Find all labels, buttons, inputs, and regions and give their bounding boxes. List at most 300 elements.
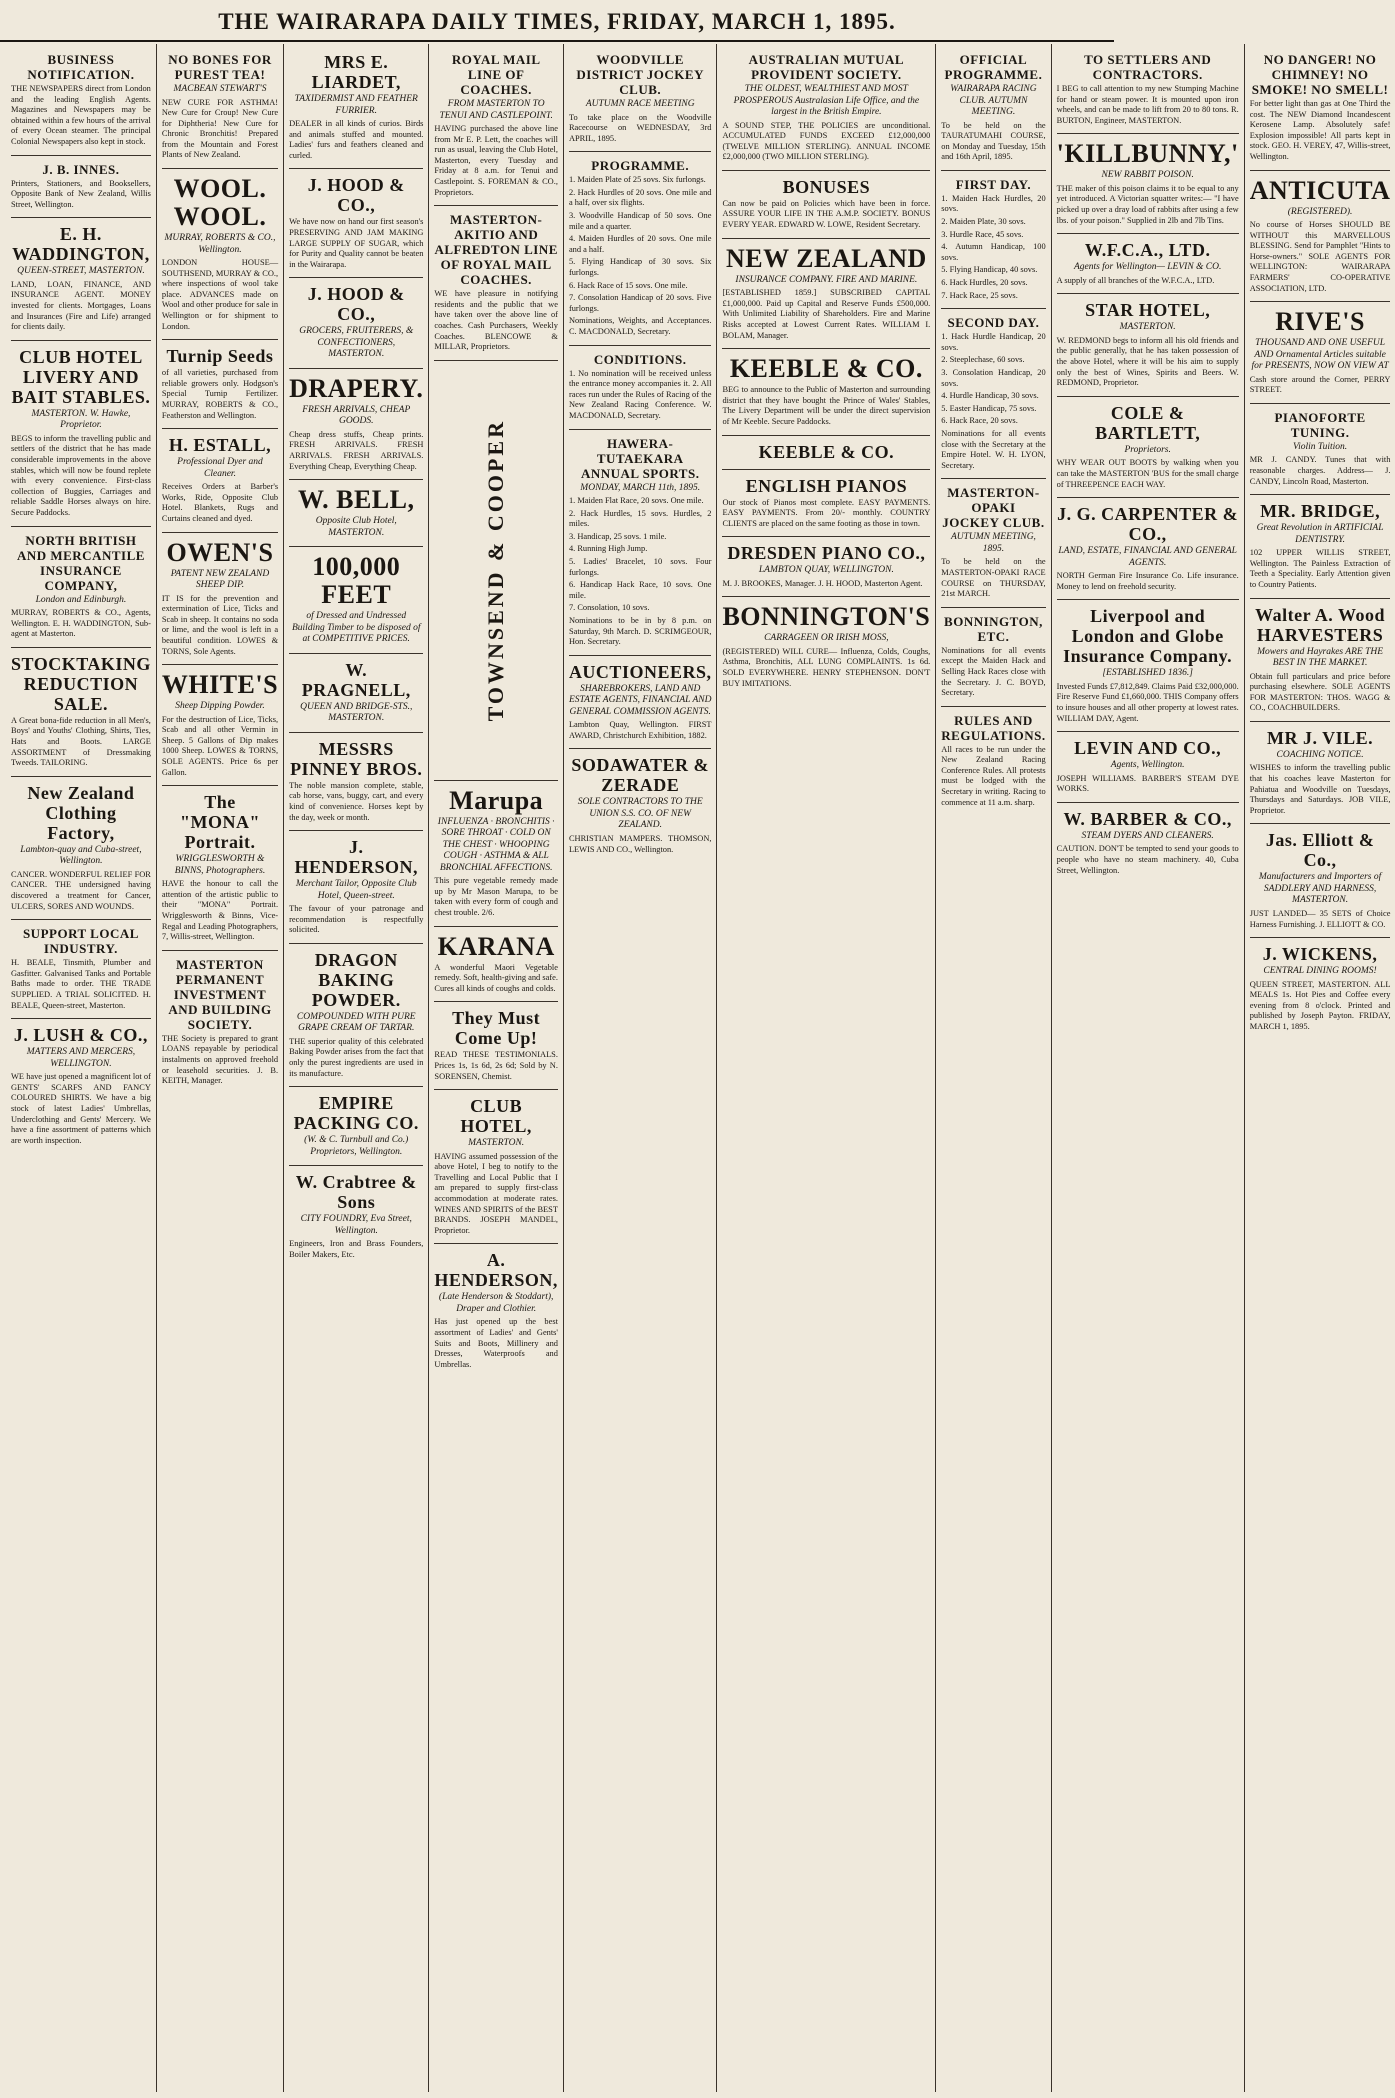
ad-heading: The "MONA" Portrait.	[179, 792, 260, 853]
ad-heading: J. B. INNES.	[42, 161, 120, 177]
advertisement	[1057, 134, 1239, 234]
programme-item: 7. Consolation, 10 sovs.	[568, 603, 650, 613]
ad-heading: EMPIRE PACKING CO.	[293, 1093, 419, 1134]
ad-body-text: Obtain full particulars and price before purchasing elsewhere. SOLE AGENTS FOR MASTERTON: THOS. WAGG & CO., COACHBUILDERS.	[1249, 671, 1391, 713]
ad-heading: W. PRAGNELL,	[301, 659, 411, 700]
ad-heading: New Zealand Clothing Factory,	[27, 782, 135, 843]
ad-heading: MR. BRIDGE,	[1260, 501, 1381, 522]
ad-heading: NO BONES FOR PUREST TEA!	[168, 52, 272, 82]
ad-programme-list	[941, 194, 1045, 301]
ad-heading: KARANA	[437, 931, 555, 961]
ad-body-text: THE superior quality of this celebrated Baking Powder arises from the fact that only the purest ingredients are used in its manufacture.	[289, 1036, 424, 1078]
ad-body-text: 1. No nomination will be received unless the entrance money accompanies it. 2. All races run under the Rules of Racing of the New Zealand Racing Conference. W. MACDONALD, Secretary.	[568, 368, 712, 420]
ad-body-text: WE have just opened a magnificent lot of GENTS' SCARFS AND FANCY COLOURED SHIRTS. We have a big stock of latest Ladies' Umbrellas, Underclothing and Gents' Mercery. We have a fine assortment of patterns which are worth inspection.	[11, 1072, 151, 1145]
ad-subheading: [ESTABLISHED 1836.]	[1102, 668, 1193, 679]
advertisement	[11, 777, 151, 920]
ad-subheading: CARRAGEEN OR IRISH MOSS,	[764, 633, 889, 644]
ad-programme-list	[569, 175, 712, 314]
ad-heading: DRAGON BAKING POWDER.	[311, 949, 401, 1010]
ad-heading: Walter A. Wood HARVESTERS	[1255, 604, 1385, 645]
ad-subheading: LAND, ESTATE, FINANCIAL AND GENERAL AGENTS.	[1058, 546, 1237, 568]
ad-body-text: HAVING purchased the above line from Mr E. P. Lett, the coaches will run as usual, leaving the Club Hotel, Masterton, every Tuesday and Friday at 8 a.m. for Tenui and Castlepoint. S. FOREMAN & CO., Proprietors.	[434, 124, 558, 197]
ad-subheading: Sheep Dipping Powder.	[175, 701, 265, 712]
ad-heading: MASTERTON PERMANENT INVESTMENT AND BUILDING SOCIETY.	[168, 956, 272, 1032]
advertisement	[722, 597, 930, 696]
programme-item: 1. Hack Hurdle Handicap, 20 sovs.	[941, 332, 1046, 352]
programme-item: 3. Handicap, 25 sovs. 1 mile.	[568, 531, 667, 541]
ad-subheading: Lambton-quay and Cuba-street, Wellington.	[20, 844, 142, 867]
ad-heading: ENGLISH PIANOS	[745, 475, 908, 496]
advertisement	[289, 547, 423, 654]
ad-subheading: Professional Dyer and Cleaner.	[177, 457, 263, 479]
ad-programme-list	[941, 332, 1045, 427]
ad-subheading: COACHING NOTICE.	[1276, 749, 1364, 760]
ad-subheading: MONDAY, MARCH 11th, 1895.	[580, 482, 701, 493]
advertisement	[162, 169, 278, 340]
ad-subheading: London and Edinburgh.	[35, 594, 127, 605]
ad-heading: J. G. CARPENTER & CO.,	[1057, 504, 1239, 545]
advertisement	[289, 169, 423, 278]
ad-heading: MASTERTON-OPAKI JOCKEY CLUB.	[942, 485, 1045, 531]
advertisement	[289, 944, 423, 1087]
advertisement	[289, 46, 423, 169]
ad-heading: WOODVILLE DISTRICT JOCKEY CLUB.	[576, 52, 704, 97]
ad-body-text: MR J. CANDY. Tunes that with reasonable charges. Address— J. CANDY, Lincoln Road, Masterton.	[1249, 455, 1391, 486]
ad-subheading: Mowers and Hayrakes ARE THE BEST IN THE MARKET.	[1257, 646, 1384, 669]
ad-subheading: CENTRAL DINING ROOMS!	[1263, 966, 1377, 977]
ad-heading: J. WICKENS,	[1262, 944, 1378, 965]
newspaper-column	[564, 44, 718, 2092]
programme-item: 2. Steeplechase, 60 sovs.	[941, 355, 1025, 365]
ad-body-text: DEALER in all kinds of curios. Birds and animals stuffed and mounted. Ladies' furs and feathers cleaned and curled.	[289, 119, 424, 160]
ad-subheading: SHAREBROKERS, LAND AND ESTATE AGENTS, FINANCIAL AND GENERAL COMMISSION AGENTS.	[568, 683, 712, 717]
newspaper-column	[1052, 44, 1245, 2092]
ad-body-text: LAND, LOAN, FINANCE, AND INSURANCE AGENT. MONEY invested for clients. Mortgages, Loans and Insurances (Fire and Life) arranged for clients daily.	[11, 279, 151, 332]
advertisement	[289, 733, 423, 831]
ad-heading: MRS E. LIARDET,	[311, 52, 401, 92]
ad-heading: SODAWATER & ZERADE	[571, 755, 710, 796]
ad-heading: BUSINESS NOTIFICATION.	[27, 52, 135, 82]
programme-item: 3. Hurdle Race, 45 sovs.	[941, 229, 1024, 239]
newspaper-column	[717, 44, 936, 2092]
ad-subheading: FRESH ARRIVALS, CHEAP GOODS.	[302, 404, 411, 427]
ad-heading: NORTH BRITISH AND MERCANTILE INSURANCE COMPANY,	[16, 532, 145, 593]
newspaper-column	[429, 44, 564, 2092]
ad-heading: TO SETTLERS AND CONTRACTORS.	[1084, 52, 1212, 82]
ad-body-text: The favour of your patronage and recommendation is respectfully solicited.	[289, 904, 424, 935]
ad-body-text: 102 UPPER WILLIS STREET, Wellington. The Painless Extraction of Teeth a Speciality. Early Attention given to Country Patients.	[1249, 548, 1391, 589]
programme-item: 5. Flying Handicap, 40 sovs.	[941, 265, 1038, 275]
advertisement	[434, 927, 558, 1003]
ad-heading: MR J. VILE.	[1266, 727, 1374, 748]
ad-body-text: CANCER. WONDERFUL RELIEF FOR CANCER. THE undersigned having discovered a treatment for Cancer, ULCERS, SORES AND WOUNDS.	[11, 869, 151, 911]
advertisement	[11, 920, 151, 1019]
advertisement	[1250, 599, 1391, 722]
ad-body-text: H. BEALE, Tinsmith, Plumber and Gasfitter. Galvanised Tanks and Portable Baths made to order. THE TRADE SUPPLIED. A TRIAL SOLICITED. H. BEALE, Queen-street, Masterton.	[11, 958, 151, 1010]
advertisement	[1250, 46, 1391, 171]
ad-body-text: Nominations, Weights, and Acceptances. C. MACDONALD, Secretary.	[568, 316, 712, 336]
programme-item: 3. Consolation Handicap, 20 sovs.	[941, 368, 1046, 388]
ad-heading: J. HOOD & CO.,	[307, 284, 405, 325]
ad-body-text: NORTH German Fire Insurance Co. Life insurance. Money to lend on freehold security.	[1056, 571, 1239, 591]
ad-heading: E. H. WADDINGTON,	[12, 224, 150, 265]
ad-subheading: Violin Tuition.	[1292, 441, 1348, 452]
ad-heading: WOOL. WOOL.	[173, 174, 267, 232]
ad-body-text: Invested Funds £7,812,849. Claims Paid £32,000,000. Fire Reserve Fund £1,660,000. THIS Company offers to insure houses and all other property at lowest rates. WILLIAM DAY, Agent.	[1056, 681, 1239, 723]
advertisement	[722, 171, 930, 239]
ad-heading: AUSTRALIAN MUTUAL PROVIDENT SOCIETY.	[748, 52, 905, 82]
ad-subheading: NEW RABBIT POISON.	[1101, 170, 1194, 181]
ad-heading: J. LUSH & CO.,	[13, 1025, 148, 1046]
ad-heading: SECOND DAY.	[947, 315, 1040, 331]
vertical-advert-title: TOWNSEND & COOPER	[482, 418, 508, 721]
ad-subheading: MACBEAN STEWART'S	[173, 84, 267, 94]
ad-body-text: For better light than gas at One Third the cost. The NEW Diamond Incandescent Kerosene Lamp. Absolutely safe! Explosion impossible! All parts kept in stock. GEO. H. VEREY, 47, Willis-street, Wellington.	[1249, 99, 1391, 161]
ad-body-text: Cash store around the Corner, PERRY STREET.	[1249, 374, 1391, 395]
advertisement	[1057, 732, 1239, 803]
ad-body-text: CAUTION. DON'T be tempted to send your goods to people who have no steam machinery. 40, Cuba Street, Wellington.	[1056, 844, 1239, 875]
ad-body-text: WHY WEAR OUT BOOTS by walking when you can take the MASTERTON 'BUS for the small charge of THREEPENCE EACH WAY.	[1056, 458, 1239, 489]
ad-heading: COLE & BARTLETT,	[1095, 402, 1201, 443]
ad-heading: ANTICUTA	[1249, 175, 1391, 205]
ad-subheading: WRIGGLESWORTH & BINNS, Photographers.	[174, 854, 266, 876]
advertisement	[162, 340, 278, 429]
ad-subheading: (Late Henderson & Stoddart), Draper and Clothier.	[438, 1292, 554, 1314]
ad-body-text: To be held on the TAURATUMAHI COURSE, on Monday and Tuesday, 15th and 16th April, 1895.	[941, 120, 1046, 162]
ad-heading: PROGRAMME.	[591, 158, 690, 174]
ad-heading: KEEBLE & CO.	[729, 354, 923, 384]
advertisement	[1057, 46, 1239, 134]
advertisement	[434, 46, 558, 206]
ad-body-text: All races to be run under the New Zealand Racing Conference Rules. All protests must be lodged with the Secretary in writing. Racing to commence at 11 a.m. sharp.	[941, 744, 1046, 807]
ad-heading: BONNINGTON, ETC.	[944, 613, 1043, 644]
ad-subheading: MASTERTON.	[468, 1138, 525, 1149]
advertisement	[1057, 294, 1239, 396]
ad-heading: CONDITIONS.	[593, 351, 687, 367]
ad-body-text: To take place on the Woodville Racecourse on WEDNESDAY, 3rd APRIL, 1895.	[568, 112, 712, 143]
advertisement	[434, 206, 558, 361]
programme-item: 5. Flying Handicap of 30 sovs. Six furlongs.	[568, 257, 712, 278]
ad-subheading: MURRAY, ROBERTS & CO., Wellington.	[164, 233, 276, 255]
ad-subheading: (REGISTERED).	[1287, 206, 1353, 217]
ad-heading: RIVE'S	[1275, 307, 1365, 337]
ad-subheading: THOUSAND AND ONE USEFUL AND Ornamental Articles suitable for PRESENTS, NOW ON VIEW AT	[1251, 338, 1389, 372]
ad-heading: STOCKTAKING REDUCTION SALE.	[11, 653, 151, 714]
advertisement	[941, 608, 1045, 707]
ad-body-text: Engineers, Iron and Brass Founders, Boiler Makers, Etc.	[289, 1239, 424, 1259]
programme-item: 1. Maiden Hack Hurdles, 20 sovs.	[941, 193, 1046, 214]
ad-subheading: Great Revolution in ARTIFICIAL DENTISTRY.	[1256, 523, 1384, 545]
newspaper-column	[284, 44, 429, 2092]
ad-heading: BONUSES	[782, 176, 871, 197]
ad-heading: NO DANGER! NO CHIMNEY! NO SMOKE! NO SMELL!	[1251, 52, 1389, 97]
ad-heading: AUCTIONEERS,	[568, 661, 712, 682]
advertisement	[11, 46, 151, 156]
ad-heading: W.F.C.A., LTD.	[1084, 240, 1211, 261]
advertisement	[1057, 397, 1239, 498]
ad-heading: MESSRS PINNEY BROS.	[290, 738, 423, 779]
advertisement	[722, 349, 930, 435]
advertisement	[11, 341, 151, 527]
advertisement	[11, 648, 151, 777]
programme-item: 2. Hack Hurdles, 15 sovs. Hurdles, 2 miles.	[568, 508, 712, 529]
advertisement	[722, 470, 930, 538]
advertisement	[289, 480, 423, 547]
advertisement	[434, 361, 558, 781]
ad-subheading: INFLUENZA · BRONCHITIS · SORE THROAT · COLD ON THE CHEST · WHOOPING COUGH · ASTHMA & ALL BRONCHIAL AFFECTIONS.	[437, 816, 555, 873]
ad-subheading: CITY FOUNDRY, Eva Street, Wellington.	[300, 1214, 412, 1236]
ad-heading: WHITE'S	[161, 670, 279, 700]
ad-heading: Jas. Elliott & Co.,	[1265, 830, 1375, 871]
ad-subheading: LAMBTON QUAY, WELLINGTON.	[758, 565, 894, 576]
advertisement	[941, 309, 1045, 479]
ad-heading: STAR HOTEL,	[1085, 300, 1211, 321]
advertisement	[722, 537, 930, 597]
ad-heading: A. HENDERSON,	[434, 1250, 558, 1291]
ad-body-text: HAVE the honour to call the attention of the artistic public to their "MONA" Portrait. Wrigglesworth & Binns, Vice-Regal and Leading Photographers, 7, Willis-street, Wellington.	[161, 879, 279, 942]
programme-item: 7. Consolation Handicap of 20 sovs. Five furlongs.	[568, 293, 712, 313]
advertisement	[11, 1019, 151, 1153]
advertisement	[722, 436, 930, 470]
ad-body-text: Receives Orders at Barber's Works, Ride, Opposite Club Hotel. Blankets, Rugs and Curtains cleaned and dyed.	[161, 482, 279, 523]
masthead: THE WAIRARAPA DAILY TIMES, FRIDAY, MARCH 1, 1895.	[0, 0, 1114, 42]
advertisement	[1250, 495, 1391, 598]
ad-heading: J. HOOD & CO.,	[307, 175, 405, 216]
ad-body-text: Our stock of Pianos most complete. EASY PAYMENTS. EASY PAYMENTS. From 20/- monthly. COUNTRY CLIENTS are placed on the same footing as those in town.	[722, 497, 931, 528]
programme-item: 1. Maiden Plate of 25 sovs. Six furlongs.	[568, 175, 706, 185]
ad-subheading: Agents for Wellington— LEVIN & CO.	[1073, 262, 1222, 273]
ad-body-text: Nominations for all events close with the Secretary at the Empire Hotel. W. H. LYON, Secretary.	[941, 428, 1046, 470]
ad-heading: W. BARBER & CO.,	[1063, 808, 1232, 829]
ad-subheading: Merchant Tailor, Opposite Club Hotel, Queen-street.	[295, 879, 417, 901]
programme-item: 6. Hack Race of 15 sovs. One mile.	[568, 280, 688, 290]
advertisement	[11, 218, 151, 340]
ad-subheading: TAXIDERMIST AND FEATHER FURRIER.	[294, 94, 418, 116]
programme-item: 4. Maiden Hurdles of 20 sovs. One mile and a half.	[568, 234, 712, 254]
advertisement	[1250, 404, 1391, 495]
ad-body-text: Printers, Stationers, and Booksellers, Opposite Bank of New Zealand, Willis Street, Wellington.	[11, 178, 151, 209]
advertisement	[434, 1244, 558, 1377]
ad-heading: W. BELL,	[298, 485, 415, 515]
ad-heading: H. ESTALL,	[168, 435, 272, 456]
advertisement	[1250, 938, 1391, 1039]
advertisement	[1057, 234, 1239, 294]
ad-body-text: CHRISTIAN MAMPERS. THOMSON, LEWIS AND CO., Wellington.	[568, 833, 712, 854]
ad-heading: Marupa	[449, 785, 544, 815]
programme-item: 2. Maiden Plate, 30 sovs.	[941, 217, 1026, 227]
ad-heading: BONNINGTON'S	[722, 602, 931, 632]
ad-body-text: of all varieties, purchased from reliable growers only. Hodgson's Special Turnip Fertilizer. MURRAY, ROBERTS & CO., Featherston and Wellington.	[161, 368, 279, 420]
advertisement	[289, 654, 423, 733]
advertisement	[1250, 302, 1391, 404]
ad-body-text: LONDON HOUSE—SOUTHSEND, MURRAY & CO., where inspections of wool take place. ADVANCES made on Wool and other produce for sale in Wellington or for shipment to London.	[161, 258, 279, 331]
ad-subheading: AUTUMN MEETING, 1895.	[950, 532, 1036, 554]
ad-subheading: of Dressed and Undressed Building Timber to be disposed of at COMPETITIVE PRICES.	[291, 611, 421, 645]
newspaper-column	[1245, 44, 1395, 2092]
ad-body-text: Can now be paid on Policies which have been in force. ASSURE YOUR LIFE IN THE A.M.P. SOCIETY. BONUS EVERY YEAR. EDWARD W. LOWE, Resident Secretary.	[722, 198, 931, 230]
ad-heading: CLUB HOTEL,	[460, 1096, 532, 1137]
ad-subheading: COMPOUNDED WITH PURE GRAPE CREAM OF TARTAR.	[296, 1011, 416, 1034]
advertisement	[569, 46, 712, 152]
ad-body-text: A SOUND STEP, THE POLICIES are unconditional. ACCUMULATED FUNDS EXCEED £12,000,000 (TWELVE MILLION STERLING). ANNUAL INCOME £2,000,000 (TWO MILLION STERLING).	[722, 120, 931, 162]
advertisement	[1250, 722, 1391, 824]
advertisement	[941, 171, 1045, 309]
advertisement	[1057, 600, 1239, 732]
advertisement	[434, 1090, 558, 1244]
newspaper-column	[157, 44, 284, 2092]
ad-body-text: Nominations to be in by 8 p.m. on Saturday, 9th March. D. SCRIMGEOUR, Hon. Secretary.	[568, 616, 712, 647]
programme-item: 6. Hack Race, 20 sovs.	[941, 416, 1018, 426]
ad-body-text: To be held on the MASTERTON-OPAKI RACE COURSE on THURSDAY, 21st MARCH.	[941, 557, 1046, 599]
ad-body-text: Lambton Quay, Wellington. FIRST AWARD, Christchurch Exhibition, 1882.	[568, 720, 712, 740]
advertisement	[162, 46, 278, 169]
ad-body-text: For the destruction of Lice, Ticks, Scab and all other Vermin in Sheep. 5 Gallons of Dip makes 1000 Sheep. LOWES & TORNS, SOLE AGENTS. Price 6s per Gallon.	[161, 714, 279, 777]
ad-subheading: GROCERS, FRUITERERS, & CONFECTIONERS, MASTERTON.	[299, 326, 414, 360]
ad-heading: HAWERA-TUTAEKARA ANNUAL SPORTS.	[580, 435, 700, 481]
ad-body-text: [ESTABLISHED 1859.] SUBSCRIBED CAPITAL £1,000,000. Paid up Capital and Reserve Funds £500,000. With Unlimited Liability of Shareholders. Fire and Marine Risks accepted at Lowest Current Rates. WILLIAM I. BOLAM, Manager.	[722, 288, 931, 340]
newspaper-columns	[6, 44, 1391, 2092]
ad-heading: MASTERTON-AKITIO AND ALFREDTON LINE OF ROYAL MAIL COACHES.	[434, 212, 558, 288]
ad-subheading: Manufacturers and Importers of SADDLERY AND HARNESS, MASTERTON.	[1258, 872, 1382, 906]
advertisement	[289, 278, 423, 369]
ad-body-text: JOSEPH WILLIAMS. BARBER'S STEAM DYE WORKS.	[1056, 773, 1239, 794]
ad-heading: 100,000 FEET	[312, 552, 401, 610]
advertisement	[722, 46, 930, 171]
ad-body-text: NEW CURE FOR ASTHMA! New Cure for Croup! New Cure for Diphtheria! New Cure for Chronic Bronchitis! Prepared from the Mountain and Forest Plants of New Zealand.	[161, 97, 279, 160]
ad-body-text: QUEEN STREET, MASTERTON. ALL MEALS 1s. Hot Pies and Coffee every evening from 8 o'clock. Printed and published by Joseph Payton. FRIDAY, MARCH 1, 1895.	[1249, 979, 1391, 1031]
advertisement	[569, 656, 712, 750]
ad-heading: OWEN'S	[166, 537, 274, 567]
advertisement	[941, 707, 1045, 816]
ad-body-text: THE Society is prepared to grant LOANS repayable by periodical instalments on approved freehold or leasehold securities. J. B. KEITH, Manager.	[161, 1033, 279, 1086]
ad-heading: OFFICIAL PROGRAMME.	[944, 52, 1043, 82]
ad-body-text: M. J. BROOKES, Manager. J. H. HOOD, Masterton Agent.	[722, 578, 923, 588]
ad-body-text: THE maker of this poison claims it to be equal to any yet introduced. A Victorian squatter writes:— "I have picked up over a dray load of rabbits after using a few lbs. of your poison." Supplied in 2lb and 7lb Tins.	[1056, 183, 1239, 225]
ad-body-text: WISHES to inform the travelling public that his coaches leave Masterton for Pahiatua and Woodville on Tuesdays, Thursdays and Saturdays. JOB VILE, Proprietor.	[1249, 763, 1391, 815]
advertisement	[569, 346, 712, 430]
ad-subheading: INSURANCE COMPANY. FIRE AND MARINE.	[735, 274, 918, 285]
ad-heading: DRAPERY.	[289, 373, 424, 403]
advertisement	[289, 1166, 423, 1267]
ad-subheading: PATENT NEW ZEALAND SHEEP DIP.	[170, 568, 270, 591]
advertisement	[11, 156, 151, 219]
ad-subheading: QUEEN-STREET, MASTERTON.	[17, 266, 145, 277]
ad-subheading: MATTERS AND MERCERS, WELLINGTON.	[26, 1047, 136, 1069]
advertisement	[289, 369, 423, 480]
ad-heading: RULES AND REGULATIONS.	[941, 712, 1046, 743]
advertisement	[162, 429, 278, 532]
ad-subheading: SOLE CONTRACTORS TO THE UNION S.S. CO. OF NEW ZEALAND.	[577, 797, 703, 831]
ad-heading: SUPPORT LOCAL INDUSTRY.	[22, 926, 139, 957]
ad-heading: J. HENDERSON,	[294, 837, 419, 878]
ad-body-text: JUST LANDED— 35 SETS of Choice Harness Furnishing. J. ELLIOTT & CO.	[1249, 908, 1391, 929]
ad-body-text: Cheap dress stuffs, Cheap prints. FRESH ARRIVALS. FRESH ARRIVALS. FRESH ARRIVALS. Everything Cheap, Everything Cheap.	[289, 429, 424, 471]
programme-item: 4. Hurdle Handicap, 30 sovs.	[941, 391, 1039, 401]
advertisement	[289, 831, 423, 944]
advertisement	[1057, 498, 1239, 600]
programme-item: 4. Autumn Handicap, 100 sovs.	[941, 242, 1046, 262]
vertical-advert-space	[434, 365, 558, 775]
advertisement	[1250, 824, 1391, 938]
ad-subheading: MASTERTON. W. Hawke, Proprietor.	[31, 408, 131, 431]
advertisement	[162, 951, 278, 1094]
ad-body-text: Nominations for all events except the Maiden Hack and Selling Hack Races close with the Secretary. J. C. BOYD, Secretary.	[941, 645, 1046, 698]
ad-body-text: A supply of all branches of the W.F.C.A., LTD.	[1056, 275, 1215, 285]
ad-body-text: MURRAY, ROBERTS & CO., Agents, Wellington. E. H. WADDINGTON, Sub-agent at Masterton.	[11, 608, 151, 639]
ad-subheading: MASTERTON.	[1119, 322, 1176, 333]
advertisement	[1057, 803, 1239, 883]
ad-body-text: WE have pleasure in notifying residents and the public that we have taken over the above line of coaches. Cash Purchasers, Weekly Coaches. BLENCOWE & MILLAR, Proprietors.	[434, 289, 558, 352]
ad-subheading: FROM MASTERTON TO TENUI AND CASTLEPOINT.	[439, 99, 553, 121]
ad-heading: NEW ZEALAND	[725, 243, 927, 273]
ad-body-text: BEGS to inform the travelling public and settlers of the district that he has made considerable improvements in the above stables, which will now be found replete with every convenience. First-class collection of Buggies, Carriages and reliable Saddle Horses always on hire. Secure Paddocks.	[11, 433, 151, 517]
ad-subheading: WAIRARAPA RACING CLUB. AUTUMN MEETING.	[950, 84, 1037, 117]
ad-body-text: The noble mansion complete, stable, cab horse, vans, buggy, cart, and every kind of convenience. Horses kept by the day, week or month.	[289, 780, 424, 822]
programme-item: 2. Hack Hurdles of 20 sovs. One mile and a half, over six flights.	[568, 187, 712, 208]
ad-body-text: A wonderful Maori Vegetable remedy. Soft, health-giving and safe. Cures all kinds of coughs and colds.	[434, 962, 558, 993]
ad-heading: Turnip Seeds	[166, 346, 274, 367]
programme-item: 4. Running High Jump.	[568, 544, 648, 554]
ad-programme-list	[569, 496, 712, 614]
advertisement	[434, 781, 558, 927]
ad-subheading: Opposite Club Hotel, MASTERTON.	[315, 516, 397, 538]
ad-subheading: Agents, Wellington.	[1110, 760, 1185, 771]
advertisement	[162, 533, 278, 666]
ad-heading: KEEBLE & CO.	[758, 441, 895, 462]
ad-subheading: (W. & C. Turnbull and Co.) Proprietors, Wellington.	[304, 1135, 409, 1157]
advertisement	[569, 430, 712, 656]
ad-body-text: W. REDMOND begs to inform all his old friends and the public generally, that he has taken possession of the above Hotel, where it will be his aim to supply only the best of Wines, Spirits and Beers. W. REDMOND, Proprietor.	[1056, 335, 1239, 388]
ad-heading: PIANOFORTE TUNING.	[1274, 409, 1366, 440]
programme-item: 7. Hack Race, 25 sovs.	[941, 290, 1018, 300]
ad-body-text: A Great bona-fide reduction in all Men's, Boys' and Youths' Clothing, Shirts, Ties, Hats and Boots. LARGE ASSORTMENT of Dressmaking Tweeds. TAILORING.	[11, 715, 151, 768]
advertisement	[941, 479, 1045, 607]
ad-heading: They Must Come Up!	[452, 1008, 541, 1049]
newspaper-column	[936, 44, 1051, 2092]
ad-subheading: THE OLDEST, WEALTHIEST AND MOST PROSPEROUS Australasian Life Office, and the largest in the British Empire.	[733, 84, 920, 117]
ad-heading: FIRST DAY.	[955, 176, 1032, 192]
ad-body-text: We have now on hand our first season's PRESERVING AND JAM MAKING LARGE SUPPLY OF SUGAR, which for Purity and Quality cannot be beaten in the Wairarapa.	[289, 217, 424, 269]
advertisement	[569, 749, 712, 862]
advertisement	[162, 786, 278, 951]
ad-body-text: Has just opened up the best assortment of Ladies' and Gents' Suits and Boots, Millinery and Dresses, Waterproofs and Umbrellas.	[434, 1317, 558, 1369]
ad-subheading: AUTUMN RACE MEETING	[585, 99, 695, 109]
ad-heading: 'KILLBUNNY,'	[1056, 139, 1239, 169]
advertisement	[941, 46, 1045, 171]
ad-body-text: THE NEWSPAPERS direct from London and the leading English Agents. Magazines and Newspapers may be obtained within a few hours of the arrival of every Ocean steamer. The principal Colonial Newspapers also kept in stock.	[11, 84, 151, 146]
ad-body-text: This pure vegetable remedy made up by Mr Mason Marupa, to be taken with every form of cough and chest trouble. 2/6.	[434, 876, 558, 917]
ad-heading: LEVIN AND CO.,	[1074, 738, 1222, 759]
programme-item: 6. Hack Hurdles, 20 sovs.	[941, 278, 1028, 288]
advertisement	[162, 665, 278, 786]
programme-item: 6. Handicap Hack Race, 10 sovs. One mile.	[568, 580, 712, 600]
ad-heading: CLUB HOTEL LIVERY AND BAIT STABLES.	[11, 346, 151, 407]
ad-body-text: READ THESE TESTIMONIALS. Prices 1s, 1s 6d, 2s 6d; Sold by N. SORENSEN, Chemist.	[434, 1050, 558, 1081]
advertisement	[289, 1087, 423, 1166]
programme-item: 3. Woodville Handicap of 50 sovs. One mile and a quarter.	[568, 211, 712, 231]
ad-body-text: No course of Horses SHOULD BE WITHOUT this MARVELLOUS BLESSING. Send for Pamphlet "Hints to Horse-owners." SOLE AGENTS FOR WELLINGTON: WAIRARAPA FARMERS' CO-OPERATIVE ASSOCIATION, LTD.	[1249, 220, 1391, 293]
advertisement	[569, 152, 712, 345]
ad-subheading: Proprietors.	[1124, 444, 1171, 455]
ad-heading: ROYAL MAIL LINE OF COACHES.	[451, 52, 541, 97]
ad-heading: Liverpool and London and Globe Insurance Company.	[1063, 606, 1233, 667]
ad-body-text: I BEG to call attention to my new Stumping Machine for hand or steam power. It is mounted upon iron wheels, and can be made to lift from 20 to 80 tons. R. BURTON, Engineer, MASTERTON.	[1056, 84, 1239, 125]
advertisement	[1250, 171, 1391, 303]
ad-body-text: (REGISTERED) WILL CURE— Influenza, Colds, Coughs, Asthma, Bronchitis, ALL LUNG COMPLAINTS. 1s 6d. SOLD EVERYWHERE. HENRY STEPHENSON. DON'T BUY IMITATIONS.	[722, 646, 931, 688]
ad-heading: W. Crabtree & Sons	[295, 1172, 417, 1213]
programme-item: 1. Maiden Flat Race, 20 sovs. One mile.	[568, 496, 704, 506]
ad-body-text: IT IS for the prevention and extermination of Lice, Ticks and Scab in sheep. It contains no soda or lime, and the wool is left in a beautiful condition. LOWES & TORNS, Sole Agents.	[161, 593, 279, 656]
